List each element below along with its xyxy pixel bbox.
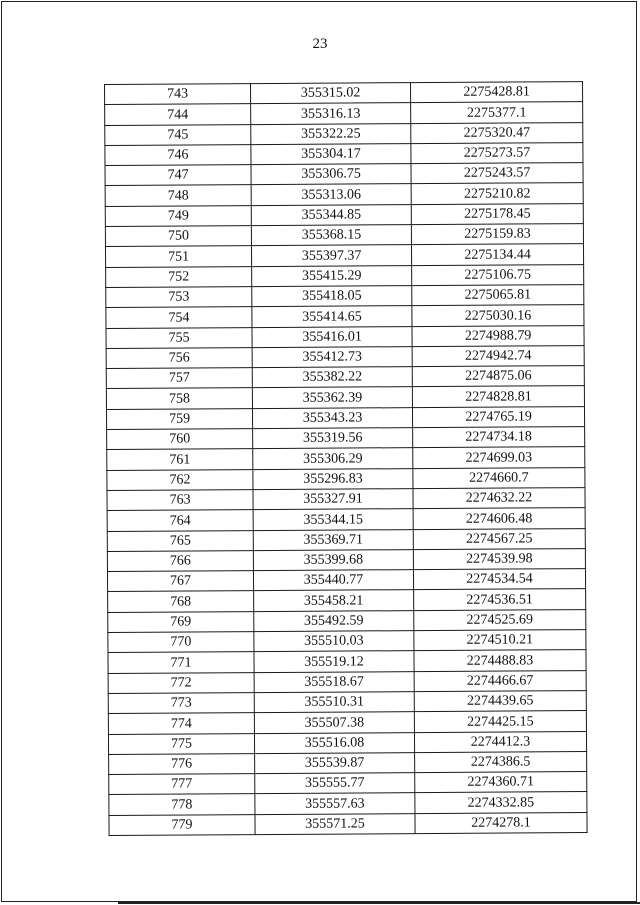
x-coordinate-cell: 355319.56 [253,428,413,449]
point-number-cell: 746 [105,144,251,165]
table-row [109,792,587,815]
point-number-cell: 751 [105,246,251,267]
table-row [108,650,586,673]
point-number-cell: 773 [108,692,254,713]
x-coordinate-cell: 355306.75 [251,164,411,185]
table-row [108,731,586,754]
table-row [106,285,584,308]
y-coordinate-cell: 2274660.7 [413,467,585,488]
y-coordinate-cell: 2274412.3 [414,731,586,752]
x-coordinate-cell: 355416.01 [252,326,412,347]
point-number-cell: 775 [108,733,254,754]
x-coordinate-cell: 355368.15 [251,225,411,246]
x-coordinate-cell: 355362.39 [252,387,412,408]
point-number-cell: 777 [109,774,255,795]
table-row [107,548,585,571]
table-row [109,751,587,774]
table-row [105,163,583,186]
table-row [105,102,583,125]
y-coordinate-cell: 2275210.82 [411,183,583,204]
y-coordinate-cell: 2274942.74 [412,345,584,366]
point-number-cell: 752 [106,266,252,287]
x-coordinate-cell: 355344.15 [253,509,413,530]
y-coordinate-cell: 2275106.75 [412,264,584,285]
table-row [106,305,584,328]
table-row [106,325,584,348]
point-number-cell: 764 [107,510,253,531]
y-coordinate-cell: 2275377.1 [411,102,583,123]
y-coordinate-cell: 2274534.54 [413,569,585,590]
point-number-cell: 762 [107,469,253,490]
y-coordinate-cell: 2275134.44 [411,244,583,265]
point-number-cell: 767 [107,571,253,592]
x-coordinate-cell: 355492.59 [254,610,414,631]
table-row [105,122,583,145]
y-coordinate-cell: 2274360.71 [415,772,587,793]
y-coordinate-cell: 2274510.21 [414,630,586,651]
point-number-cell: 776 [109,753,255,774]
y-coordinate-cell: 2274734.18 [413,427,585,448]
table-row [105,142,583,165]
x-coordinate-cell: 355399.68 [253,549,413,570]
y-coordinate-cell: 2274567.25 [413,528,585,549]
x-coordinate-cell: 355296.83 [253,468,413,489]
table-row [107,488,585,511]
table-row [109,812,587,835]
y-coordinate-cell: 2274765.19 [412,406,584,427]
y-coordinate-cell: 2274875.06 [412,366,584,387]
x-coordinate-cell: 355315.02 [251,83,411,104]
point-number-cell: 758 [106,388,252,409]
table-row [106,366,584,389]
point-number-cell: 771 [108,652,254,673]
table-row [107,427,585,450]
table-row [105,183,583,206]
y-coordinate-cell: 2274525.69 [414,609,586,630]
point-number-cell: 757 [106,368,252,389]
table-row [108,670,586,693]
x-coordinate-cell: 355397.37 [251,245,411,266]
point-number-cell: 760 [107,429,253,450]
point-number-cell: 745 [105,124,251,145]
table-row [108,711,586,734]
x-coordinate-cell: 355557.63 [255,793,415,814]
y-coordinate-cell: 2274699.03 [413,447,585,468]
point-number-cell: 766 [107,550,253,571]
table-row [105,82,583,105]
y-coordinate-cell: 2274536.51 [414,589,586,610]
table-row [106,345,584,368]
x-coordinate-cell: 355418.05 [252,286,412,307]
x-coordinate-cell: 355316.13 [251,103,411,124]
point-number-cell: 768 [108,591,254,612]
point-number-cell: 756 [106,347,252,368]
point-number-cell: 774 [108,713,254,734]
x-coordinate-cell: 355343.23 [252,407,412,428]
point-number-cell: 779 [109,814,255,835]
y-coordinate-cell: 2275428.81 [410,82,582,103]
y-coordinate-cell: 2274828.81 [412,386,584,407]
y-coordinate-cell: 2274632.22 [413,488,585,509]
y-coordinate-cell: 2274386.5 [415,751,587,772]
x-coordinate-cell: 355555.77 [255,773,415,794]
point-number-cell: 748 [105,185,251,206]
point-number-cell: 750 [105,226,251,247]
y-coordinate-cell: 2274466.67 [414,670,586,691]
point-number-cell: 759 [106,408,252,429]
y-coordinate-cell: 2275243.57 [411,163,583,184]
point-number-cell: 754 [106,307,252,328]
x-coordinate-cell: 355313.06 [251,184,411,205]
x-coordinate-cell: 355414.65 [252,306,412,327]
y-coordinate-cell: 2275320.47 [411,122,583,143]
x-coordinate-cell: 355327.91 [253,489,413,510]
table-row [109,772,587,795]
table-row [107,528,585,551]
x-coordinate-cell: 355519.12 [254,651,414,672]
y-coordinate-cell: 2274488.83 [414,650,586,671]
table-row [107,508,585,531]
x-coordinate-cell: 355306.29 [253,448,413,469]
table-row [105,244,583,267]
x-coordinate-cell: 355304.17 [251,144,411,165]
point-number-cell: 769 [108,611,254,632]
point-number-cell: 749 [105,205,251,226]
table-row [107,467,585,490]
x-coordinate-cell: 355344.85 [251,204,411,225]
point-number-cell: 747 [105,165,251,186]
x-coordinate-cell: 355539.87 [255,752,415,773]
x-coordinate-cell: 355322.25 [251,123,411,144]
x-coordinate-cell: 355510.31 [254,692,414,713]
table-row [108,609,586,632]
table-row [105,203,583,226]
point-number-cell: 744 [105,104,251,125]
y-coordinate-cell: 2275030.16 [412,305,584,326]
point-number-cell: 778 [109,794,255,815]
y-coordinate-cell: 2274278.1 [415,812,587,833]
point-number-cell: 772 [108,672,254,693]
coordinate-table [104,81,588,836]
point-number-cell: 753 [106,287,252,308]
point-number-cell: 763 [107,490,253,511]
x-coordinate-cell: 355507.38 [254,712,414,733]
table-row [107,569,585,592]
x-coordinate-cell: 355510.03 [254,631,414,652]
point-number-cell: 761 [107,449,253,470]
point-number-cell: 770 [108,632,254,653]
x-coordinate-cell: 355516.08 [254,732,414,753]
y-coordinate-cell: 2274988.79 [412,325,584,346]
x-coordinate-cell: 355571.25 [255,813,415,834]
y-coordinate-cell: 2275159.83 [411,224,583,245]
x-coordinate-cell: 355415.29 [252,265,412,286]
x-coordinate-cell: 355458.21 [254,590,414,611]
page-number: 23 [312,36,328,52]
y-coordinate-cell: 2274425.15 [414,711,586,732]
point-number-cell: 765 [107,530,253,551]
table-row [108,630,586,653]
table-row [108,690,586,713]
bottom-rule [118,902,640,904]
y-coordinate-cell: 2275178.45 [411,203,583,224]
table-row [107,447,585,470]
point-number-cell: 743 [105,84,251,105]
x-coordinate-cell: 355369.71 [253,529,413,550]
table-row [106,406,584,429]
x-coordinate-cell: 355412.73 [252,346,412,367]
point-number-cell: 755 [106,327,252,348]
x-coordinate-cell: 355518.67 [254,671,414,692]
table-row [106,264,584,287]
x-coordinate-cell: 355440.77 [253,570,413,591]
y-coordinate-cell: 2275065.81 [412,285,584,306]
table-row [108,589,586,612]
table-row [106,386,584,409]
y-coordinate-cell: 2274539.98 [413,548,585,569]
coordinate-table-body [105,82,588,836]
y-coordinate-cell: 2275273.57 [411,142,583,163]
y-coordinate-cell: 2274439.65 [414,690,586,711]
y-coordinate-cell: 2274332.85 [415,792,587,813]
table-row [105,224,583,247]
y-coordinate-cell: 2274606.48 [413,508,585,529]
x-coordinate-cell: 355382.22 [252,367,412,388]
